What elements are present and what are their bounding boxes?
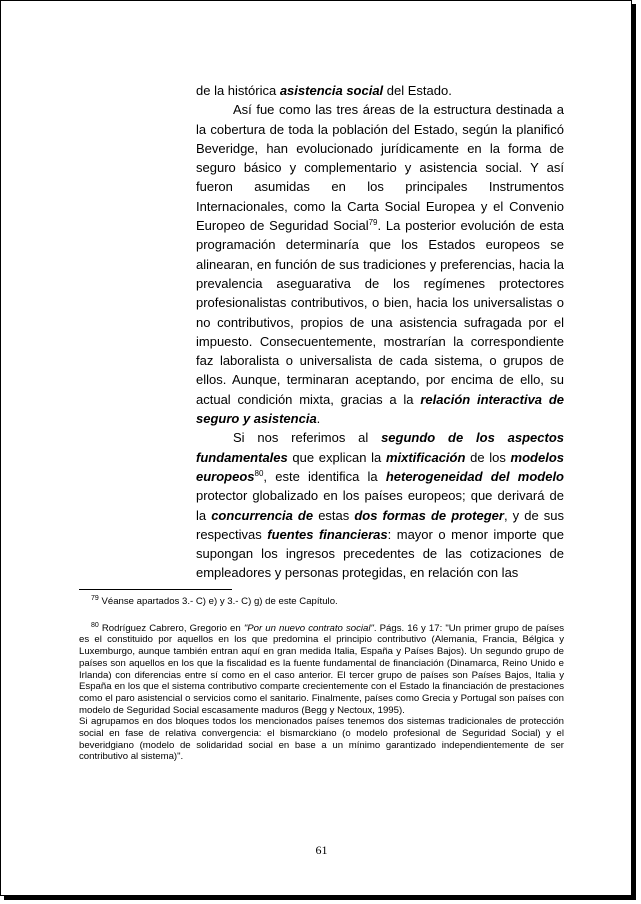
text-run: estas [313,507,355,523]
emphasis: segundo de los aspectos fundamentales [196,430,564,465]
text-run: de los [465,449,511,465]
footnote-ref-79[interactable]: 79 [368,218,378,228]
text-run: , este identifica la [263,468,386,484]
text-run: que explican la [287,449,386,465]
page-number: 61 [315,843,328,857]
text-run: . La posterior evolución de esta programación determinaría que los Estados europeos se alinearan, en función de sus tradiciones y preferencias, hacia la prevalencia aseguarativa de los regímenes protectores profesionalistas contributivos, o bien, hacia los universalistas o no contributivos, propios de una asistencia sufragada por el impuesto. Consecuentemente, mostrarían la correspondiente faz laboralista o universalista de cada sistema, o grupos de ellos. Aunque, terminaran aceptando, por encima de ello, su actual condición mixta, gracias a la [196,218,564,407]
paragraph-2 [196,100,564,428]
paragraph-1 [196,81,564,100]
emphasis: relación interactiva de seguro y asistencia [196,391,564,427]
emphasis: concurrencia de [211,507,314,523]
footnote-ref-80[interactable]: 80 [254,468,264,478]
text-run: . [316,411,321,427]
text-run: , y de sus respectivas [196,507,564,542]
footnote-text: . Págs. 16 y 17: "Un primer grupo de países es el constituido por aquellos en los que predomina el principio contributivo (Alemania, Francia, Bélgica y Luxemburgo, aunque también entran aquí en gran medida Italia, España y Países Bajos). Un segundo grupo de países son aquellos en los que la fiscalidad es la fuente fundamental de financiación (Dinamarca, Reino Unido e Irlanda) con diferencias entre sí como en el caso anterior. El tercer grupo de países son Países Bajos, Italia y España en los que el sistema contributivo comparte crecientemente con el Estado la financiación de prestaciones como el paro asistencial o servicios como el sanitario. Finalmente, países como Grecia y Portugal son países con modelo de Seguridad Social escasamente maduros (Begg y Nectoux, 1995). [79,622,564,716]
cited-title: "Por un nuevo contrato social" [243,622,374,634]
footnote-text: Rodríguez Cabrero, Gregorio en [98,622,244,634]
emphasis: modelos europeos [196,449,564,484]
emphasis: mixtificación [385,449,466,465]
emphasis: fuentes financieras [267,526,388,542]
footnote-text: Véanse apartados 3.- C) e) y 3.- C) g) de este Capítulo. [98,596,338,607]
main-text [196,81,564,583]
footnote-number: 80 [91,621,99,629]
text-run: Si nos referimos al [233,430,382,446]
paragraph-3 [196,428,564,582]
text-run: protector globalizado en los países europeos; que derivará de la [196,488,564,523]
footnote-number: 79 [91,595,99,602]
text-run: del Estado. [383,83,452,98]
footnote-80-continuation: Si agrupamos en dos bloques todos los mencionados países tenemos dos sistemas tradicionales de protección social en fase de relativa convergencia: el bismarckiano (o modelo profesional de Seguridad Social) y el beveridgiano (modelo de solidaridad social en base a un mínimo garantizado independientemente de ser contributivo al sistema)". [79,716,564,763]
footnotes [79,596,564,763]
text-run: : mayor o menor importe que supongan los ingresos precedentes de las cotizaciones de empleadores y personas protegidas, en relación con las [196,526,564,581]
footnote-80 [79,623,564,717]
text-run: Así fue como las tres áreas de la estructura destinada a la cobertura de toda la población del Estado, según la planificó Beveridge, han evolucionado jurídicamente en la forma de seguro básico y complementario y asistencia social. Y así fueron asumidas en los principales Instrumentos Internacionales, como la Carta Social Europea y el Convenio Europeo de Seguridad Social [196,102,564,234]
emphasis: asistencia social [279,83,384,98]
emphasis: heterogeneidad del modelo [385,468,564,484]
emphasis: dos formas de proteger [354,507,504,523]
text-run: de la histórica [196,83,280,98]
footnote-separator [79,589,232,590]
footnote-79 [79,596,564,608]
